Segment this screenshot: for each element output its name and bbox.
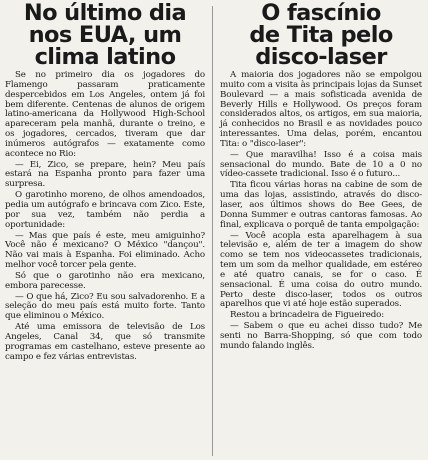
paragraph: O garotinho moreno, de olhos amendoados, pedia um autógrafo e brincava com Zico. Este, por sua vez, também não perdia a oportunidade:: [5, 190, 205, 230]
headline-line: No último dia: [23, 0, 187, 26]
headline-line: O fascínio: [261, 0, 381, 26]
article-right: [220, 0, 422, 353]
article-left: [5, 0, 205, 363]
paragraph: Restou a brincadeira de Figueiredo:: [230, 310, 384, 321]
paragraph: — Sabem o que eu achei disso tudo? Me senti no Barra-Shopping, só que com todo mundo falando inglês.: [220, 321, 422, 351]
paragraph: — Você acopla esta aparelhagem à sua televisão e, além de ter a imagem do show como se tem nos videocassetes tradicionais, tem um som da melhor qualidade, em estéreo e até quatro canais, se for o caso. É sensacional. É uma coisa do outro mundo. Perto deste disco-laser, todos os outros aparelhos que vi até hoje estão superados.: [220, 230, 422, 310]
paragraph: — Ei, Zico, se prepare, hein? Meu país estará na Espanha pronto para fazer uma surpresa.: [5, 159, 205, 190]
headline-line: clima latino: [34, 44, 176, 70]
headline-right: [220, 2, 422, 68]
paragraph: Tita ficou várias horas na cabine de som de uma das lojas, assistindo, através do disco-laser, aos últimos shows do Bee Gees, de Donna Summer e outras cantoras famosas. Ao final, explicava o porquê de tanta empolgação:: [220, 180, 422, 230]
headline-left: [5, 2, 205, 68]
paragraph: — Mas que país é este, meu amiguinho? Você não é mexicano? O México "dançou". Não vai mais à Espanha. Foi eliminado. Acho melhor você torcer pela gente.: [5, 230, 205, 271]
paragraph: — O que há, Zico? Eu sou salvadorenho. E a seleção do meu país está muito forte. Tanto que eliminou o México.: [5, 291, 205, 322]
headline-line: nos EUA, um: [28, 22, 182, 48]
column-divider: [212, 6, 213, 456]
paragraph: A maioria dos jogadores não se empolgou muito com a visita às principais lojas da Sunset Boulevard — a mais sofisticada avenida de Beverly Hills e Hollywood. Os preços foram considerados altos, os artigos, em sua maioria, já conhecidos no Brasil e as novidades pouco interessantes. Uma delas, porém, encantou Tita: o "disco-laser":: [220, 70, 422, 149]
paragraph: Só que o garotinho não era mexicano, embora parecesse.: [5, 270, 205, 291]
headline-line: de Tita pelo: [249, 22, 393, 48]
paragraph: Se no primeiro dia os jogadores do Flamengo passaram praticamente despercebidos em Los Angeles, ontem já foi bem diferente. Centenas de alunos de origem latino-americana da Hollywood High-School apareceram pela manhã, durante o treino, e os jogadores, cercados, tiveram que dar inúmeros autógrafos — exatamente como acontece no Rio:: [5, 70, 205, 159]
headline-line: disco-laser: [255, 44, 387, 70]
paragraph: Até uma emissora de televisão de Los Angeles, Canal 34, que só transmite programas em castelhano, esteve presente ao campo e fez várias entrevistas.: [5, 322, 205, 362]
paragraph: — Que maravilha! Isso é a coisa mais sensacional do mundo. Bate de 10 a 0 no vídeo-cassete tradicional. Isso é o futuro...: [220, 149, 422, 180]
